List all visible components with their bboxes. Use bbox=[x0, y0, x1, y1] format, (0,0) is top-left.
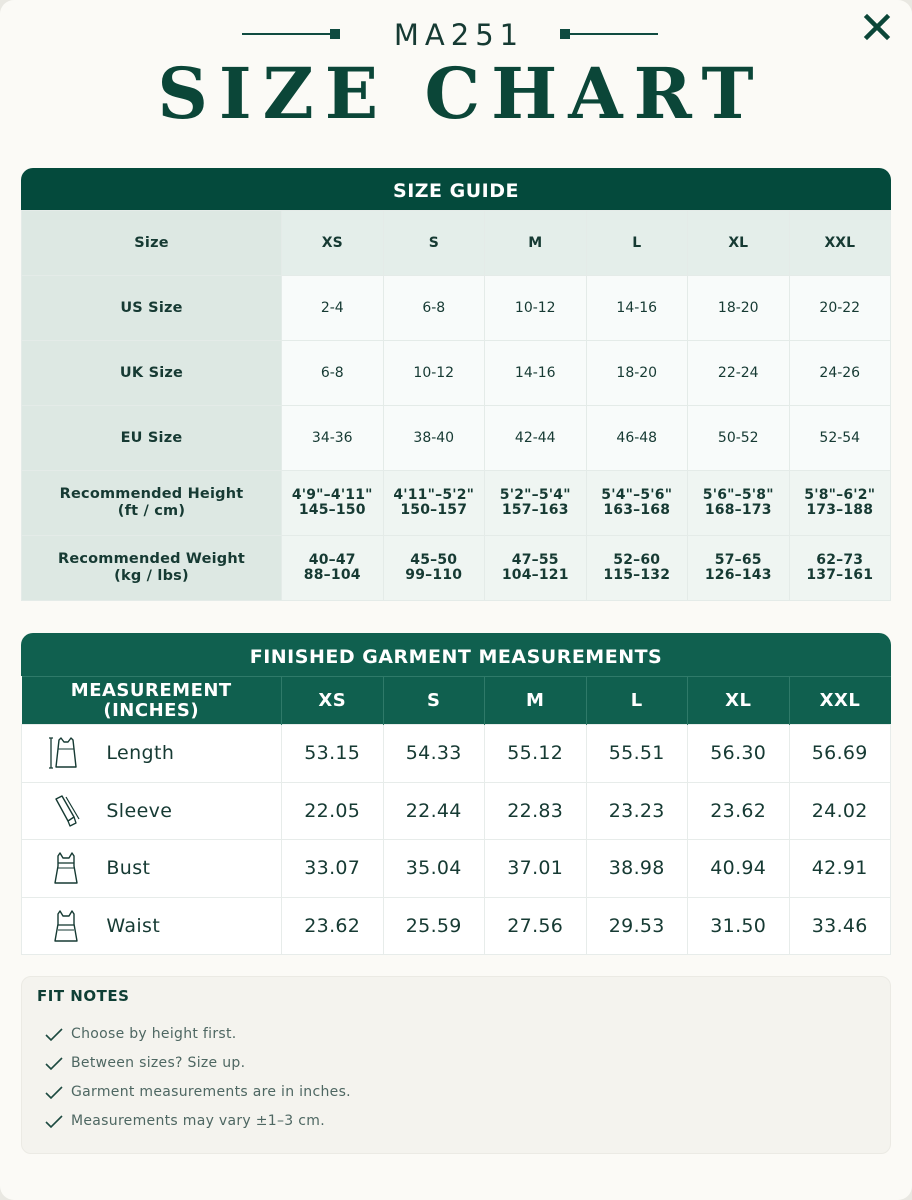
measurement-name-cell bbox=[22, 782, 282, 840]
column-header: L bbox=[586, 211, 688, 276]
weight-kg: 45–50 bbox=[410, 552, 458, 568]
row-label: US Size bbox=[22, 276, 282, 341]
table-cell: 2-4 bbox=[282, 276, 384, 341]
garment-measurements-table bbox=[21, 676, 891, 955]
table-cell: 23.62 bbox=[282, 897, 384, 955]
table-cell: 35.04 bbox=[383, 840, 485, 898]
table-cell: 38-40 bbox=[383, 406, 485, 471]
table-cell bbox=[282, 471, 384, 536]
table-cell bbox=[485, 536, 587, 601]
table-cell bbox=[586, 471, 688, 536]
height-cm: 150–157 bbox=[400, 502, 468, 518]
garment-measurements-section bbox=[21, 633, 891, 955]
table-cell: 18-20 bbox=[688, 276, 790, 341]
weight-kg: 52–60 bbox=[613, 552, 661, 568]
table-cell: 22-24 bbox=[688, 341, 790, 406]
row-label-line: Recommended Weight bbox=[57, 551, 246, 567]
size-column-header: XL bbox=[688, 677, 790, 725]
table-cell: 55.51 bbox=[586, 725, 688, 783]
column-header: XS bbox=[282, 211, 384, 276]
size-column-header: L bbox=[586, 677, 688, 725]
table-cell: 27.56 bbox=[485, 897, 587, 955]
size-column-header: M bbox=[485, 677, 587, 725]
row-label bbox=[22, 471, 282, 536]
weight-lbs: 137–161 bbox=[806, 567, 874, 583]
table-cell bbox=[789, 536, 891, 601]
table-cell: 46-48 bbox=[586, 406, 688, 471]
measurement-name-cell bbox=[22, 840, 282, 898]
table-cell bbox=[586, 536, 688, 601]
checkmark-icon bbox=[44, 1055, 64, 1071]
fit-note-text: Measurements may vary ±1–3 cm. bbox=[71, 1113, 325, 1129]
weight-lbs: 99–110 bbox=[405, 567, 463, 583]
table-cell: 42.91 bbox=[789, 840, 891, 898]
table-cell: 37.01 bbox=[485, 840, 587, 898]
garment-measurements-title: FINISHED GARMENT MEASUREMENTS bbox=[21, 633, 891, 676]
table-cell: 54.33 bbox=[383, 725, 485, 783]
model-code: MA251 bbox=[393, 18, 525, 52]
measurement-label: Waist bbox=[106, 914, 161, 937]
table-cell bbox=[383, 536, 485, 601]
table-cell bbox=[485, 471, 587, 536]
column-header: XL bbox=[688, 211, 790, 276]
table-cell bbox=[282, 536, 384, 601]
table-cell: 56.69 bbox=[789, 725, 891, 783]
table-cell: 14-16 bbox=[485, 341, 587, 406]
checkmark-icon bbox=[44, 1084, 64, 1100]
column-header: S bbox=[383, 211, 485, 276]
waist-icon bbox=[46, 908, 86, 944]
height-ft: 4'11"–5'2" bbox=[393, 487, 475, 503]
table-cell: 56.30 bbox=[688, 725, 790, 783]
table-cell: 24-26 bbox=[789, 341, 891, 406]
measurement-name-cell bbox=[22, 725, 282, 783]
weight-lbs: 126–143 bbox=[704, 567, 772, 583]
height-ft: 5'4"–5'6" bbox=[601, 487, 673, 503]
size-column-header: XS bbox=[282, 677, 384, 725]
table-cell: 42-44 bbox=[485, 406, 587, 471]
bust-icon bbox=[46, 850, 86, 886]
checkmark-icon bbox=[44, 1026, 64, 1042]
fit-notes-title: FIT NOTES bbox=[37, 987, 130, 1005]
height-ft: 5'2"–5'4" bbox=[499, 487, 571, 503]
measurement-header-line: MEASUREMENT bbox=[70, 679, 232, 701]
row-label-unit: (ft / cm) bbox=[117, 503, 186, 519]
row-label-unit: (kg / lbs) bbox=[114, 568, 189, 584]
table-cell: 55.12 bbox=[485, 725, 587, 783]
table-cell: 6-8 bbox=[282, 341, 384, 406]
table-cell: 53.15 bbox=[282, 725, 384, 783]
weight-kg: 62–73 bbox=[816, 552, 864, 568]
size-guide-section bbox=[21, 168, 891, 601]
table-row-length bbox=[22, 725, 891, 783]
table-cell: 20-22 bbox=[789, 276, 891, 341]
fit-notes-panel bbox=[21, 976, 891, 1154]
table-cell: 10-12 bbox=[383, 341, 485, 406]
measurement-label: Sleeve bbox=[106, 799, 173, 822]
table-row bbox=[22, 406, 891, 471]
table-cell: 23.62 bbox=[688, 782, 790, 840]
sleeve-icon bbox=[46, 793, 86, 829]
height-cm: 163–168 bbox=[603, 502, 671, 518]
table-cell: 14-16 bbox=[586, 276, 688, 341]
table-cell: 22.05 bbox=[282, 782, 384, 840]
weight-lbs: 104–121 bbox=[501, 567, 569, 583]
height-ft: 5'8"–6'2" bbox=[804, 487, 876, 503]
fit-note-text: Between sizes? Size up. bbox=[71, 1055, 246, 1071]
table-cell: 33.07 bbox=[282, 840, 384, 898]
row-label: UK Size bbox=[22, 341, 282, 406]
dress-length-icon bbox=[46, 735, 86, 771]
garment-header-row bbox=[22, 677, 891, 725]
weight-kg: 47–55 bbox=[511, 552, 559, 568]
height-cm: 145–150 bbox=[298, 502, 366, 518]
table-cell bbox=[383, 471, 485, 536]
table-cell: 40.94 bbox=[688, 840, 790, 898]
row-label bbox=[22, 536, 282, 601]
table-row-sleeve bbox=[22, 782, 891, 840]
measurement-label: Bust bbox=[106, 857, 151, 880]
table-row-weight bbox=[22, 536, 891, 601]
row-label-line: Recommended Height bbox=[59, 486, 244, 502]
table-cell: 29.53 bbox=[586, 897, 688, 955]
measurement-column-header bbox=[22, 677, 282, 725]
checkmark-icon bbox=[44, 1113, 64, 1129]
table-cell: 38.98 bbox=[586, 840, 688, 898]
size-header-row bbox=[22, 211, 891, 276]
measurement-header-unit: (INCHES) bbox=[103, 699, 200, 721]
size-guide-table bbox=[21, 210, 891, 601]
weight-kg: 57–65 bbox=[714, 552, 762, 568]
table-cell: 22.44 bbox=[383, 782, 485, 840]
weight-kg: 40–47 bbox=[308, 552, 356, 568]
table-row-bust bbox=[22, 840, 891, 898]
table-row-height bbox=[22, 471, 891, 536]
page-title: SIZE CHART bbox=[157, 52, 765, 135]
fit-note-text: Garment measurements are in inches. bbox=[71, 1084, 351, 1100]
table-cell: 18-20 bbox=[586, 341, 688, 406]
table-cell: 52-54 bbox=[789, 406, 891, 471]
table-cell: 23.23 bbox=[586, 782, 688, 840]
height-cm: 168–173 bbox=[704, 502, 772, 518]
table-cell bbox=[789, 471, 891, 536]
height-cm: 173–188 bbox=[806, 502, 874, 518]
height-ft: 4'9"–4'11" bbox=[291, 487, 373, 503]
measurement-label: Length bbox=[106, 742, 175, 765]
size-guide-title: SIZE GUIDE bbox=[21, 168, 891, 210]
table-cell: 34-36 bbox=[282, 406, 384, 471]
table-cell bbox=[688, 471, 790, 536]
column-header: Size bbox=[22, 211, 282, 276]
table-cell: 50-52 bbox=[688, 406, 790, 471]
fit-note-text: Choose by height first. bbox=[71, 1026, 237, 1042]
weight-lbs: 88–104 bbox=[303, 567, 361, 583]
height-ft: 5'6"–5'8" bbox=[702, 487, 774, 503]
column-header: XXL bbox=[789, 211, 891, 276]
weight-lbs: 115–132 bbox=[603, 567, 671, 583]
table-cell: 22.83 bbox=[485, 782, 587, 840]
table-row bbox=[22, 276, 891, 341]
row-label: EU Size bbox=[22, 406, 282, 471]
table-row bbox=[22, 341, 891, 406]
size-column-header: S bbox=[383, 677, 485, 725]
table-cell: 33.46 bbox=[789, 897, 891, 955]
table-cell: 31.50 bbox=[688, 897, 790, 955]
table-cell bbox=[688, 536, 790, 601]
column-header: M bbox=[485, 211, 587, 276]
table-cell: 10-12 bbox=[485, 276, 587, 341]
height-cm: 157–163 bbox=[501, 502, 569, 518]
model-code-row bbox=[0, 18, 912, 52]
table-cell: 6-8 bbox=[383, 276, 485, 341]
table-cell: 25.59 bbox=[383, 897, 485, 955]
size-column-header: XXL bbox=[789, 677, 891, 725]
table-cell: 24.02 bbox=[789, 782, 891, 840]
table-row-waist bbox=[22, 897, 891, 955]
measurement-name-cell bbox=[22, 897, 282, 955]
